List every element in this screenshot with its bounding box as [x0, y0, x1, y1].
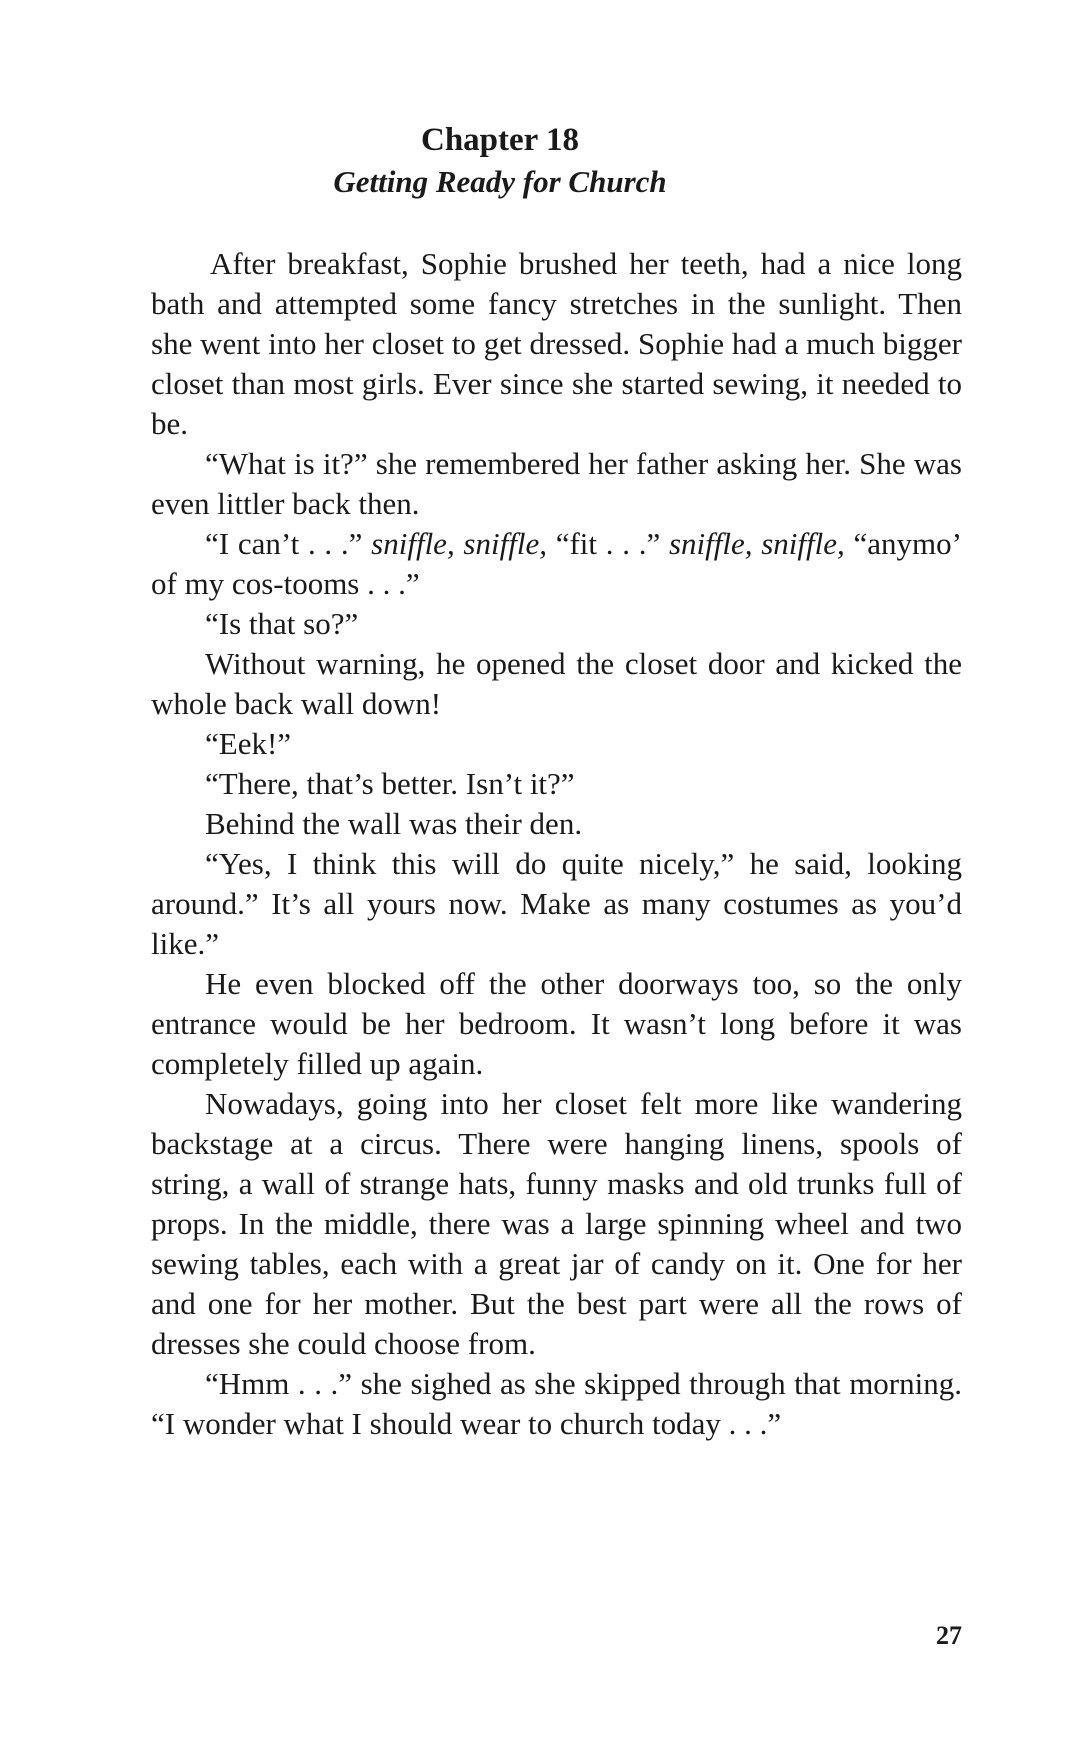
body-text — [151, 244, 962, 1444]
paragraph: He even blocked off the other doorways too, so the only entrance would be her bedroom. It wasn’t long before it was completely filled up again. — [151, 966, 962, 1081]
paragraph: “Is that so?” — [205, 606, 359, 641]
paragraph: “What is it?” she remembered her father asking her. She was even littler back then. — [151, 446, 962, 521]
paragraph: “Hmm . . .” she sighed as she skipped through that morning. “I wonder what I should wear to church today . . .” — [151, 1366, 962, 1441]
paragraph: After breakfast, Sophie brushed her teeth, had a nice long bath and attempted some fancy stretches in the sunlight. Then she went into her closet to get dressed. Sophie had a much bigger closet than most girls. Ever since she started sewing, it needed to be. — [151, 246, 962, 441]
paragraph: Nowadays, going into her closet felt more like wandering backstage at a circus. There were hanging linens, spools of string, a wall of strange hats, funny masks and old trunks full of props. In the middle, there was a large spinning wheel and two sewing tables, each with a great jar of candy on it. One for her and one for her mother. But the best part were all the rows of dresses she could choose from. — [151, 1086, 962, 1361]
paragraph: “Yes, I think this will do quite nicely,” he said, looking around.” It’s all yours now. Make as many costumes as you’d like.” — [151, 846, 962, 961]
page-number: 27 — [936, 1621, 962, 1650]
chapter-title: Chapter 18 — [421, 122, 579, 158]
paragraph: Behind the wall was their den. — [205, 806, 583, 841]
paragraph-segment: “I can’t . . .” — [205, 526, 372, 561]
paragraph: “Eek!” — [205, 726, 292, 761]
paragraph: “There, that’s better. Isn’t it?” — [205, 766, 575, 801]
chapter-subtitle: Getting Ready for Church — [333, 164, 667, 199]
paragraph-segment: “fit . . .” — [546, 526, 669, 561]
paragraph-segment-italic: sniffle, sniffle, — [668, 526, 845, 561]
paragraph-segment-italic: sniffle, sniffle, — [371, 526, 547, 561]
paragraph-mixed — [151, 524, 962, 604]
paragraph-segment: “anymo’ of my cos-tooms . . .” — [151, 526, 962, 601]
paragraph: Without warning, he opened the closet door and kicked the whole back wall down! — [151, 646, 962, 721]
